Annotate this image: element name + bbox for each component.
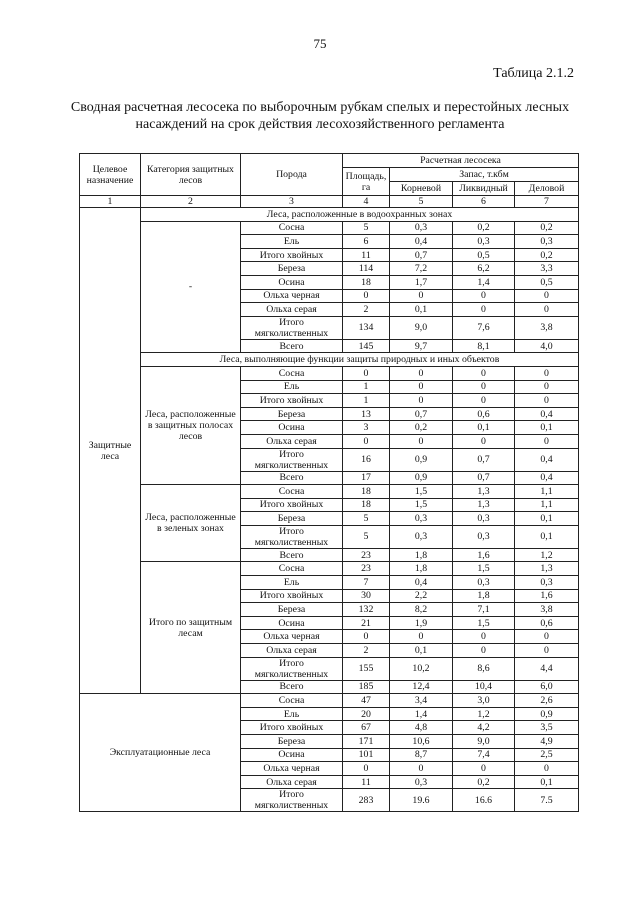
liquid-stock-cell: 0,3 xyxy=(453,576,515,590)
root-stock-cell: 4,8 xyxy=(390,721,453,735)
species-cell: Итого хвойных xyxy=(241,248,343,262)
species-cell: Сосна xyxy=(241,562,343,576)
business-stock-cell: 2,6 xyxy=(515,694,579,708)
root-stock-cell: 0 xyxy=(390,366,453,380)
business-stock-cell: 1,1 xyxy=(515,498,579,512)
category-cell: Леса, расположенные в защитных полосах лесов xyxy=(141,366,241,484)
liquid-stock-cell: 7,6 xyxy=(453,316,515,339)
species-cell: Итого хвойных xyxy=(241,394,343,408)
business-stock-cell: 4,4 xyxy=(515,657,579,680)
liquid-stock-cell: 1,5 xyxy=(453,562,515,576)
area-cell: 185 xyxy=(343,680,390,694)
business-stock-cell: 0,4 xyxy=(515,471,579,485)
area-cell: 20 xyxy=(343,707,390,721)
species-cell: Всего xyxy=(241,680,343,694)
business-stock-cell: 0,3 xyxy=(515,235,579,249)
species-cell: Осина xyxy=(241,421,343,435)
liquid-stock-cell: 3,0 xyxy=(453,694,515,708)
species-cell: Итого мягколиственных xyxy=(241,316,343,339)
root-stock-cell: 0,7 xyxy=(390,248,453,262)
business-stock-cell: 1,3 xyxy=(515,562,579,576)
area-cell: 18 xyxy=(343,275,390,289)
liquid-stock-cell: 0 xyxy=(453,644,515,658)
liquid-stock-cell: 1,4 xyxy=(453,275,515,289)
category-cell: - xyxy=(141,221,241,353)
area-cell: 0 xyxy=(343,630,390,644)
area-cell: 283 xyxy=(343,789,390,812)
root-stock-cell: 1,5 xyxy=(390,485,453,499)
header-business: Деловой xyxy=(515,182,579,196)
species-cell: Итого мягколиственных xyxy=(241,657,343,680)
species-cell: Сосна xyxy=(241,221,343,235)
column-number: 1 xyxy=(80,196,141,208)
root-stock-cell: 1,9 xyxy=(390,616,453,630)
table-row xyxy=(80,485,579,499)
header-estimated: Расчетная лесосека xyxy=(343,154,579,168)
business-stock-cell: 0 xyxy=(515,366,579,380)
header-liquid: Ликвидный xyxy=(453,182,515,196)
area-cell: 21 xyxy=(343,616,390,630)
species-cell: Ель xyxy=(241,235,343,249)
liquid-stock-cell: 0,7 xyxy=(453,448,515,471)
business-stock-cell: 0,6 xyxy=(515,616,579,630)
root-stock-cell: 10,6 xyxy=(390,735,453,749)
liquid-stock-cell: 0 xyxy=(453,394,515,408)
business-stock-cell: 0 xyxy=(515,380,579,394)
liquid-stock-cell: 4,2 xyxy=(453,721,515,735)
liquid-stock-cell: 0,2 xyxy=(453,221,515,235)
liquid-stock-cell: 0,3 xyxy=(453,525,515,548)
header-category: Категория защитных лесов xyxy=(141,154,241,196)
section-title: Леса, выполняющие функции защиты природных и иных объектов xyxy=(141,353,579,367)
root-stock-cell: 9,7 xyxy=(390,339,453,353)
table-row xyxy=(80,694,579,708)
species-cell: Береза xyxy=(241,735,343,749)
business-stock-cell: 0,2 xyxy=(515,221,579,235)
root-stock-cell: 0,3 xyxy=(390,525,453,548)
liquid-stock-cell: 1,8 xyxy=(453,589,515,603)
species-cell: Ольха черная xyxy=(241,289,343,303)
area-cell: 23 xyxy=(343,548,390,562)
business-stock-cell: 0,5 xyxy=(515,275,579,289)
liquid-stock-cell: 0 xyxy=(453,289,515,303)
root-stock-cell: 2,2 xyxy=(390,589,453,603)
species-cell: Ольха серая xyxy=(241,775,343,789)
area-cell: 134 xyxy=(343,316,390,339)
species-cell: Осина xyxy=(241,748,343,762)
business-stock-cell: 3,5 xyxy=(515,721,579,735)
root-stock-cell: 0,9 xyxy=(390,448,453,471)
liquid-stock-cell: 0,2 xyxy=(453,775,515,789)
root-stock-cell: 1,7 xyxy=(390,275,453,289)
header-root: Корневой xyxy=(390,182,453,196)
species-cell: Итого хвойных xyxy=(241,498,343,512)
liquid-stock-cell: 6,2 xyxy=(453,262,515,276)
table-label: Таблица 2.1.2 xyxy=(493,66,574,81)
liquid-stock-cell: 7,1 xyxy=(453,603,515,617)
area-cell: 6 xyxy=(343,235,390,249)
column-number: 3 xyxy=(241,196,343,208)
liquid-stock-cell: 7,4 xyxy=(453,748,515,762)
liquid-stock-cell: 8,6 xyxy=(453,657,515,680)
root-stock-cell: 0 xyxy=(390,394,453,408)
lesoseka-table xyxy=(79,153,579,812)
liquid-stock-cell: 8,1 xyxy=(453,339,515,353)
area-cell: 11 xyxy=(343,248,390,262)
root-stock-cell: 0,4 xyxy=(390,235,453,249)
species-cell: Всего xyxy=(241,339,343,353)
root-stock-cell: 9,0 xyxy=(390,316,453,339)
species-cell: Всего xyxy=(241,471,343,485)
root-stock-cell: 0 xyxy=(390,380,453,394)
species-cell: Итого мягколиственных xyxy=(241,789,343,812)
species-cell: Итого мягколиственных xyxy=(241,525,343,548)
species-cell: Осина xyxy=(241,275,343,289)
protective-forests-label: Защитные леса xyxy=(80,208,141,694)
business-stock-cell: 0 xyxy=(515,762,579,776)
root-stock-cell: 0,7 xyxy=(390,407,453,421)
liquid-stock-cell: 0 xyxy=(453,762,515,776)
area-cell: 0 xyxy=(343,762,390,776)
business-stock-cell: 6,0 xyxy=(515,680,579,694)
liquid-stock-cell: 1,3 xyxy=(453,498,515,512)
business-stock-cell: 1,1 xyxy=(515,485,579,499)
business-stock-cell: 0,1 xyxy=(515,525,579,548)
species-cell: Береза xyxy=(241,262,343,276)
species-cell: Сосна xyxy=(241,366,343,380)
root-stock-cell: 19.6 xyxy=(390,789,453,812)
area-cell: 18 xyxy=(343,485,390,499)
area-cell: 2 xyxy=(343,644,390,658)
species-cell: Береза xyxy=(241,603,343,617)
area-cell: 5 xyxy=(343,525,390,548)
liquid-stock-cell: 0,3 xyxy=(453,235,515,249)
category-cell: Леса, расположенные в зеленых зонах xyxy=(141,485,241,562)
area-cell: 132 xyxy=(343,603,390,617)
liquid-stock-cell: 0 xyxy=(453,366,515,380)
table-body xyxy=(80,208,579,812)
business-stock-cell: 3,8 xyxy=(515,316,579,339)
area-cell: 101 xyxy=(343,748,390,762)
area-cell: 13 xyxy=(343,407,390,421)
area-cell: 171 xyxy=(343,735,390,749)
root-stock-cell: 0,9 xyxy=(390,471,453,485)
species-cell: Сосна xyxy=(241,694,343,708)
species-cell: Ольха черная xyxy=(241,630,343,644)
area-cell: 5 xyxy=(343,512,390,526)
business-stock-cell: 7.5 xyxy=(515,789,579,812)
liquid-stock-cell: 1,3 xyxy=(453,485,515,499)
liquid-stock-cell: 1,2 xyxy=(453,707,515,721)
root-stock-cell: 1,4 xyxy=(390,707,453,721)
operational-forests-label: Эксплуатационные леса xyxy=(80,694,241,812)
area-cell: 145 xyxy=(343,339,390,353)
root-stock-cell: 1,8 xyxy=(390,562,453,576)
table-row xyxy=(80,366,579,380)
area-cell: 155 xyxy=(343,657,390,680)
species-cell: Ель xyxy=(241,707,343,721)
category-cell: Итого по защитным лесам xyxy=(141,562,241,694)
species-cell: Итого хвойных xyxy=(241,721,343,735)
species-cell: Сосна xyxy=(241,485,343,499)
business-stock-cell: 0,1 xyxy=(515,512,579,526)
business-stock-cell: 0,3 xyxy=(515,576,579,590)
area-cell: 2 xyxy=(343,303,390,317)
liquid-stock-cell: 0 xyxy=(453,380,515,394)
header-purpose: Целевое назначение xyxy=(80,154,141,196)
root-stock-cell: 0,1 xyxy=(390,644,453,658)
root-stock-cell: 0,3 xyxy=(390,512,453,526)
liquid-stock-cell: 0,3 xyxy=(453,512,515,526)
area-cell: 5 xyxy=(343,221,390,235)
section-title: Леса, расположенные в водоохранных зонах xyxy=(141,208,579,222)
area-cell: 18 xyxy=(343,498,390,512)
liquid-stock-cell: 0,1 xyxy=(453,421,515,435)
column-number: 5 xyxy=(390,196,453,208)
table-row xyxy=(80,562,579,576)
root-stock-cell: 8,7 xyxy=(390,748,453,762)
root-stock-cell: 0 xyxy=(390,762,453,776)
species-cell: Ольха серая xyxy=(241,434,343,448)
area-cell: 11 xyxy=(343,775,390,789)
table-row xyxy=(80,221,579,235)
species-cell: Ель xyxy=(241,576,343,590)
business-stock-cell: 3,3 xyxy=(515,262,579,276)
business-stock-cell: 0 xyxy=(515,303,579,317)
business-stock-cell: 0 xyxy=(515,644,579,658)
business-stock-cell: 0,4 xyxy=(515,448,579,471)
area-cell: 1 xyxy=(343,394,390,408)
area-cell: 30 xyxy=(343,589,390,603)
business-stock-cell: 0 xyxy=(515,630,579,644)
area-cell: 7 xyxy=(343,576,390,590)
species-cell: Береза xyxy=(241,512,343,526)
business-stock-cell: 0,9 xyxy=(515,707,579,721)
root-stock-cell: 0 xyxy=(390,630,453,644)
area-cell: 1 xyxy=(343,380,390,394)
liquid-stock-cell: 0,7 xyxy=(453,471,515,485)
liquid-stock-cell: 0,6 xyxy=(453,407,515,421)
species-cell: Ольха серая xyxy=(241,644,343,658)
liquid-stock-cell: 1,5 xyxy=(453,616,515,630)
root-stock-cell: 0 xyxy=(390,289,453,303)
root-stock-cell: 3,4 xyxy=(390,694,453,708)
liquid-stock-cell: 10,4 xyxy=(453,680,515,694)
column-number: 7 xyxy=(515,196,579,208)
business-stock-cell: 2,5 xyxy=(515,748,579,762)
business-stock-cell: 0,4 xyxy=(515,407,579,421)
liquid-stock-cell: 0 xyxy=(453,434,515,448)
header-species: Порода xyxy=(241,154,343,196)
root-stock-cell: 12,4 xyxy=(390,680,453,694)
business-stock-cell: 1,6 xyxy=(515,589,579,603)
page-number: 75 xyxy=(313,36,327,51)
species-cell: Всего xyxy=(241,548,343,562)
area-cell: 3 xyxy=(343,421,390,435)
root-stock-cell: 0,3 xyxy=(390,221,453,235)
liquid-stock-cell: 0,5 xyxy=(453,248,515,262)
header-stock: Запас, т.кбм xyxy=(390,168,579,182)
species-cell: Итого хвойных xyxy=(241,589,343,603)
area-cell: 114 xyxy=(343,262,390,276)
business-stock-cell: 4,9 xyxy=(515,735,579,749)
root-stock-cell: 10,2 xyxy=(390,657,453,680)
area-cell: 47 xyxy=(343,694,390,708)
root-stock-cell: 1,5 xyxy=(390,498,453,512)
column-number: 4 xyxy=(343,196,390,208)
species-cell: Итого мягколиственных xyxy=(241,448,343,471)
liquid-stock-cell: 16.6 xyxy=(453,789,515,812)
area-cell: 0 xyxy=(343,289,390,303)
column-number: 6 xyxy=(453,196,515,208)
business-stock-cell: 0,1 xyxy=(515,775,579,789)
root-stock-cell: 7,2 xyxy=(390,262,453,276)
business-stock-cell: 0 xyxy=(515,289,579,303)
root-stock-cell: 0,2 xyxy=(390,421,453,435)
document-title: Сводная расчетная лесосека по выборочным рубкам спелых и перестойных лесных насаждений на срок действия лесохозяйственного регламента xyxy=(70,100,570,132)
species-cell: Ольха серая xyxy=(241,303,343,317)
liquid-stock-cell: 1,6 xyxy=(453,548,515,562)
species-cell: Береза xyxy=(241,407,343,421)
business-stock-cell: 0 xyxy=(515,434,579,448)
business-stock-cell: 1,2 xyxy=(515,548,579,562)
business-stock-cell: 0 xyxy=(515,394,579,408)
area-cell: 0 xyxy=(343,434,390,448)
root-stock-cell: 0,1 xyxy=(390,303,453,317)
root-stock-cell: 0,3 xyxy=(390,775,453,789)
root-stock-cell: 1,8 xyxy=(390,548,453,562)
root-stock-cell: 8,2 xyxy=(390,603,453,617)
business-stock-cell: 4,0 xyxy=(515,339,579,353)
header-area: Площадь, га xyxy=(343,168,390,196)
liquid-stock-cell: 9,0 xyxy=(453,735,515,749)
root-stock-cell: 0 xyxy=(390,434,453,448)
area-cell: 17 xyxy=(343,471,390,485)
species-cell: Ель xyxy=(241,380,343,394)
species-cell: Осина xyxy=(241,616,343,630)
liquid-stock-cell: 0 xyxy=(453,630,515,644)
business-stock-cell: 0,2 xyxy=(515,248,579,262)
business-stock-cell: 0,1 xyxy=(515,421,579,435)
area-cell: 0 xyxy=(343,366,390,380)
liquid-stock-cell: 0 xyxy=(453,303,515,317)
species-cell: Ольха черная xyxy=(241,762,343,776)
area-cell: 16 xyxy=(343,448,390,471)
business-stock-cell: 3,8 xyxy=(515,603,579,617)
area-cell: 67 xyxy=(343,721,390,735)
column-number: 2 xyxy=(141,196,241,208)
root-stock-cell: 0,4 xyxy=(390,576,453,590)
area-cell: 23 xyxy=(343,562,390,576)
